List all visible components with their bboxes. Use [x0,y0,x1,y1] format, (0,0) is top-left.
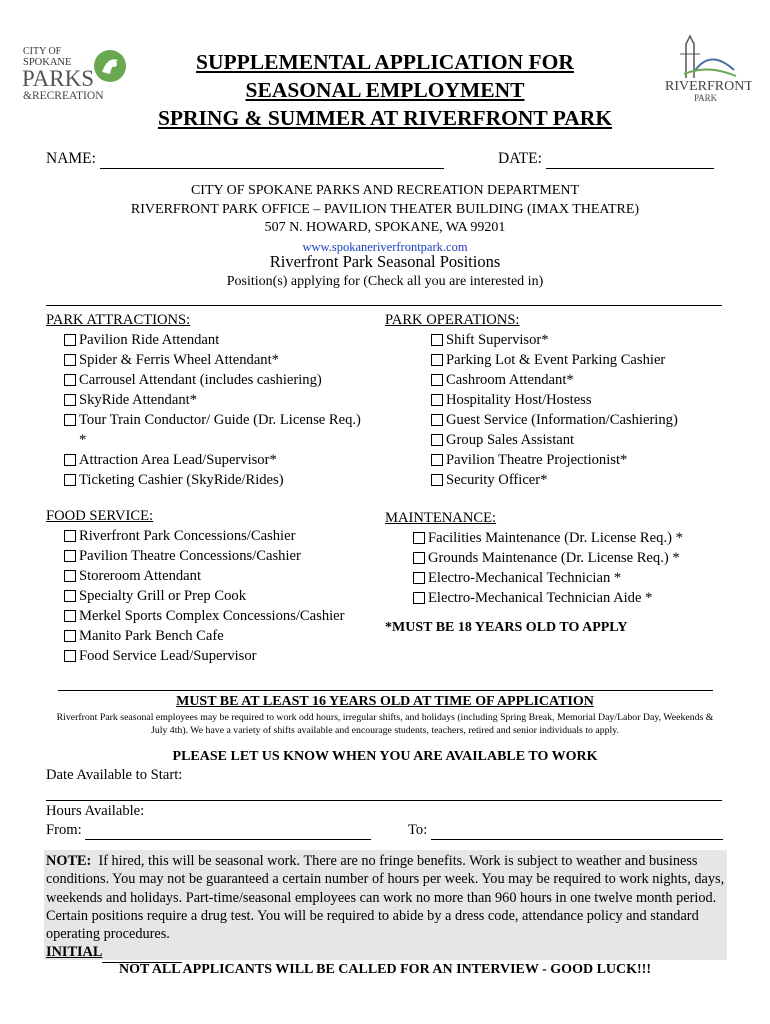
note-label: NOTE: [46,853,92,869]
checkbox[interactable] [64,650,76,662]
food-service-item-label: Manito Park Bench Cafe [79,628,224,644]
checkbox[interactable] [431,374,443,386]
park-operations-item-label: Parking Lot & Event Parking Cashier [446,352,666,368]
park-operations-item-label: Security Officer* [446,472,548,488]
park-attractions-item [64,390,366,410]
maintenance-item-label: Electro-Mechanical Technician * [428,570,622,586]
checkbox[interactable] [64,550,76,562]
website-link[interactable]: www.spokaneriverfrontpark.com [302,239,468,254]
food-service-item [64,586,376,606]
initial-label: INITIAL [46,944,103,961]
footer-text: NOT ALL APPLICANTS WILL BE CALLED FOR AN INTERVIEW - GOOD LUCK!!! [119,962,651,977]
date-field [498,150,714,169]
maintenance-section [385,508,735,638]
park-operations-item [431,470,735,490]
to-label: To: [408,822,428,838]
park-operations-item-label: Cashroom Attendant* [446,372,574,388]
park-operations-item [431,430,735,450]
checkbox[interactable] [64,630,76,642]
checkbox[interactable] [413,572,425,584]
address-line-2: RIVERFRONT PARK OFFICE – PAVILION THEATER BUILDING (IMAX THEATRE) [130,201,640,217]
from-field [46,822,371,840]
food-service-item [64,626,376,646]
checkbox[interactable] [431,414,443,426]
park-attractions-item-label: SkyRide Attendant* [79,392,197,408]
park-operations-item-label: Shift Supervisor* [446,332,549,348]
food-service-item-label: Storeroom Attendant [79,568,202,584]
food-service-item [64,606,376,626]
note-text: If hired, this will be seasonal work. There are no fringe benefits. Work is subject to weather and business conditions. You may not be guaranteed a certain number of hours per week. You may be required to work nights, days, weekends and holidays. Part-time/seasonal employees can work no more than 960 hours in one twelve month period. Certain positions require a drug test. You will be required to abide by a dress code, attendance policy and standard operating procedures. [46,853,725,943]
name-field [46,150,444,169]
maintenance-heading: MAINTENANCE: [385,510,497,526]
date-label: DATE: [498,150,542,167]
name-label: NAME: [46,150,96,167]
park-attractions-item [64,450,366,470]
positions-instruction: Position(s) applying for (Check all you are interested in) [226,274,544,289]
divider [58,690,713,691]
divider [46,305,722,306]
checkbox[interactable] [64,610,76,622]
park-operations-item [431,450,735,470]
from-input-line[interactable] [85,822,371,840]
maintenance-item-label: Electro-Mechanical Technician Aide * [428,590,653,606]
initial-input-line[interactable] [102,943,182,962]
logo-left-line2: SPOKANE [23,57,72,68]
park-attractions-heading: PARK ATTRACTIONS: [46,312,191,328]
checkbox[interactable] [431,354,443,366]
to-field [408,822,723,840]
initial-field [46,943,726,962]
to-input-line[interactable] [431,822,723,840]
food-service-item [64,566,376,586]
age-requirement-text: Riverfront Park seasonal employees may be required to work odd hours, irregular shifts, and holidays (including Spring Break, Memorial Day/Labor Day, Weekends & July 4th). We have a variety of shifts available and encourage students, teachers, retired and senior individuals to apply. [56,712,714,736]
address-line-1: CITY OF SPOKANE PARKS AND RECREATION DEPARTMENT [190,183,580,198]
checkbox[interactable] [413,552,425,564]
park-operations-item-label: Guest Service (Information/Cashiering) [446,412,678,428]
park-operations-item [431,330,735,350]
park-operations-section [385,310,735,490]
park-attractions-item-label: Tour Train Conductor/ Guide (Dr. License Req.) * [79,412,361,448]
name-input-line[interactable] [100,150,444,169]
park-operations-item [431,390,735,410]
checkbox[interactable] [64,354,76,366]
date-input-line[interactable] [546,150,714,169]
park-attractions-item-label: Spider & Ferris Wheel Attendant* [79,352,279,368]
title-line-1: SUPPLEMENTAL APPLICATION FOR [196,50,574,74]
riverfront-park-logo [664,34,752,104]
checkbox[interactable] [431,454,443,466]
park-operations-item-label: Hospitality Host/Hostess [446,392,592,408]
checkbox[interactable] [64,374,76,386]
date-available-line[interactable] [46,800,722,801]
checkbox[interactable] [431,334,443,346]
availability-heading: PLEASE LET US KNOW WHEN YOU ARE AVAILABLE TO WORK [172,749,598,764]
positions-heading: Riverfront Park Seasonal Positions [269,252,501,271]
food-service-section [46,506,376,666]
checkbox[interactable] [64,414,76,426]
age-requirement-heading: MUST BE AT LEAST 16 YEARS OLD AT TIME OF APPLICATION [176,694,594,709]
park-attractions-item [64,410,366,450]
food-service-item-label: Pavilion Theatre Concessions/Cashier [79,548,301,564]
park-operations-item [431,370,735,390]
park-attractions-item [64,330,366,350]
document-title [130,48,640,132]
maintenance-item [413,528,735,548]
park-attractions-item-label: Ticketing Cashier (SkyRide/Rides) [79,472,284,488]
checkbox[interactable] [64,474,76,486]
checkbox[interactable] [413,532,425,544]
checkbox[interactable] [64,394,76,406]
checkbox[interactable] [431,394,443,406]
checkbox[interactable] [64,530,76,542]
food-service-item [64,646,376,666]
logo-left-line4: &RECREATION [23,90,104,102]
title-line-2: SEASONAL EMPLOYMENT [245,78,525,102]
park-attractions-item [64,350,366,370]
food-service-item-label: Food Service Lead/Supervisor [79,648,257,664]
logo-right-line1: RIVERFRONT [665,79,752,94]
maintenance-item [413,588,735,608]
park-operations-heading: PARK OPERATIONS: [385,312,520,328]
food-service-item-label: Riverfront Park Concessions/Cashier [79,528,296,544]
park-operations-item-label: Group Sales Assistant [446,432,575,448]
from-label: From: [46,822,82,838]
food-service-item [64,546,376,566]
logo-right-line2: PARK [694,93,718,103]
maintenance-item [413,568,735,588]
park-attractions-item [64,470,366,490]
park-attractions-item-label: Pavilion Ride Attendant [79,332,220,348]
park-operations-item [431,410,735,430]
maintenance-item [413,548,735,568]
park-operations-item [431,350,735,370]
food-service-item-label: Merkel Sports Complex Concessions/Cashier [79,608,345,624]
checkbox[interactable] [64,334,76,346]
title-line-3: SPRING & SUMMER AT RIVERFRONT PARK [157,106,613,130]
park-operations-item-label: Pavilion Theatre Projectionist* [446,452,628,468]
checkbox[interactable] [431,474,443,486]
checkbox[interactable] [431,434,443,446]
maintenance-item-label: Grounds Maintenance (Dr. License Req.) * [428,550,680,566]
address-block [0,182,770,256]
park-attractions-item-label: Carrousel Attendant (includes cashiering) [79,372,322,388]
parks-recreation-logo [22,44,132,104]
logo-left-line3: PARKS [22,66,95,91]
checkbox[interactable] [64,570,76,582]
food-service-heading: FOOD SERVICE: [46,508,154,524]
park-attractions-item [64,370,366,390]
park-attractions-section [46,310,366,490]
food-service-item [64,526,376,546]
logo-left-line1: CITY OF [23,46,62,57]
hours-available-label: Hours Available: [46,803,145,819]
checkbox[interactable] [64,590,76,602]
park-attractions-item-label: Attraction Area Lead/Supervisor* [79,452,277,468]
maintenance-age-note: *MUST BE 18 YEARS OLD TO APPLY [385,620,628,635]
maintenance-item-label: Facilities Maintenance (Dr. License Req.) * [428,530,683,546]
address-line-3: 507 N. HOWARD, SPOKANE, WA 99201 [264,220,506,235]
food-service-item-label: Specialty Grill or Prep Cook [79,588,246,604]
checkbox[interactable] [413,592,425,604]
note-block [46,852,726,963]
checkbox[interactable] [64,454,76,466]
date-available-label: Date Available to Start: [46,767,183,783]
